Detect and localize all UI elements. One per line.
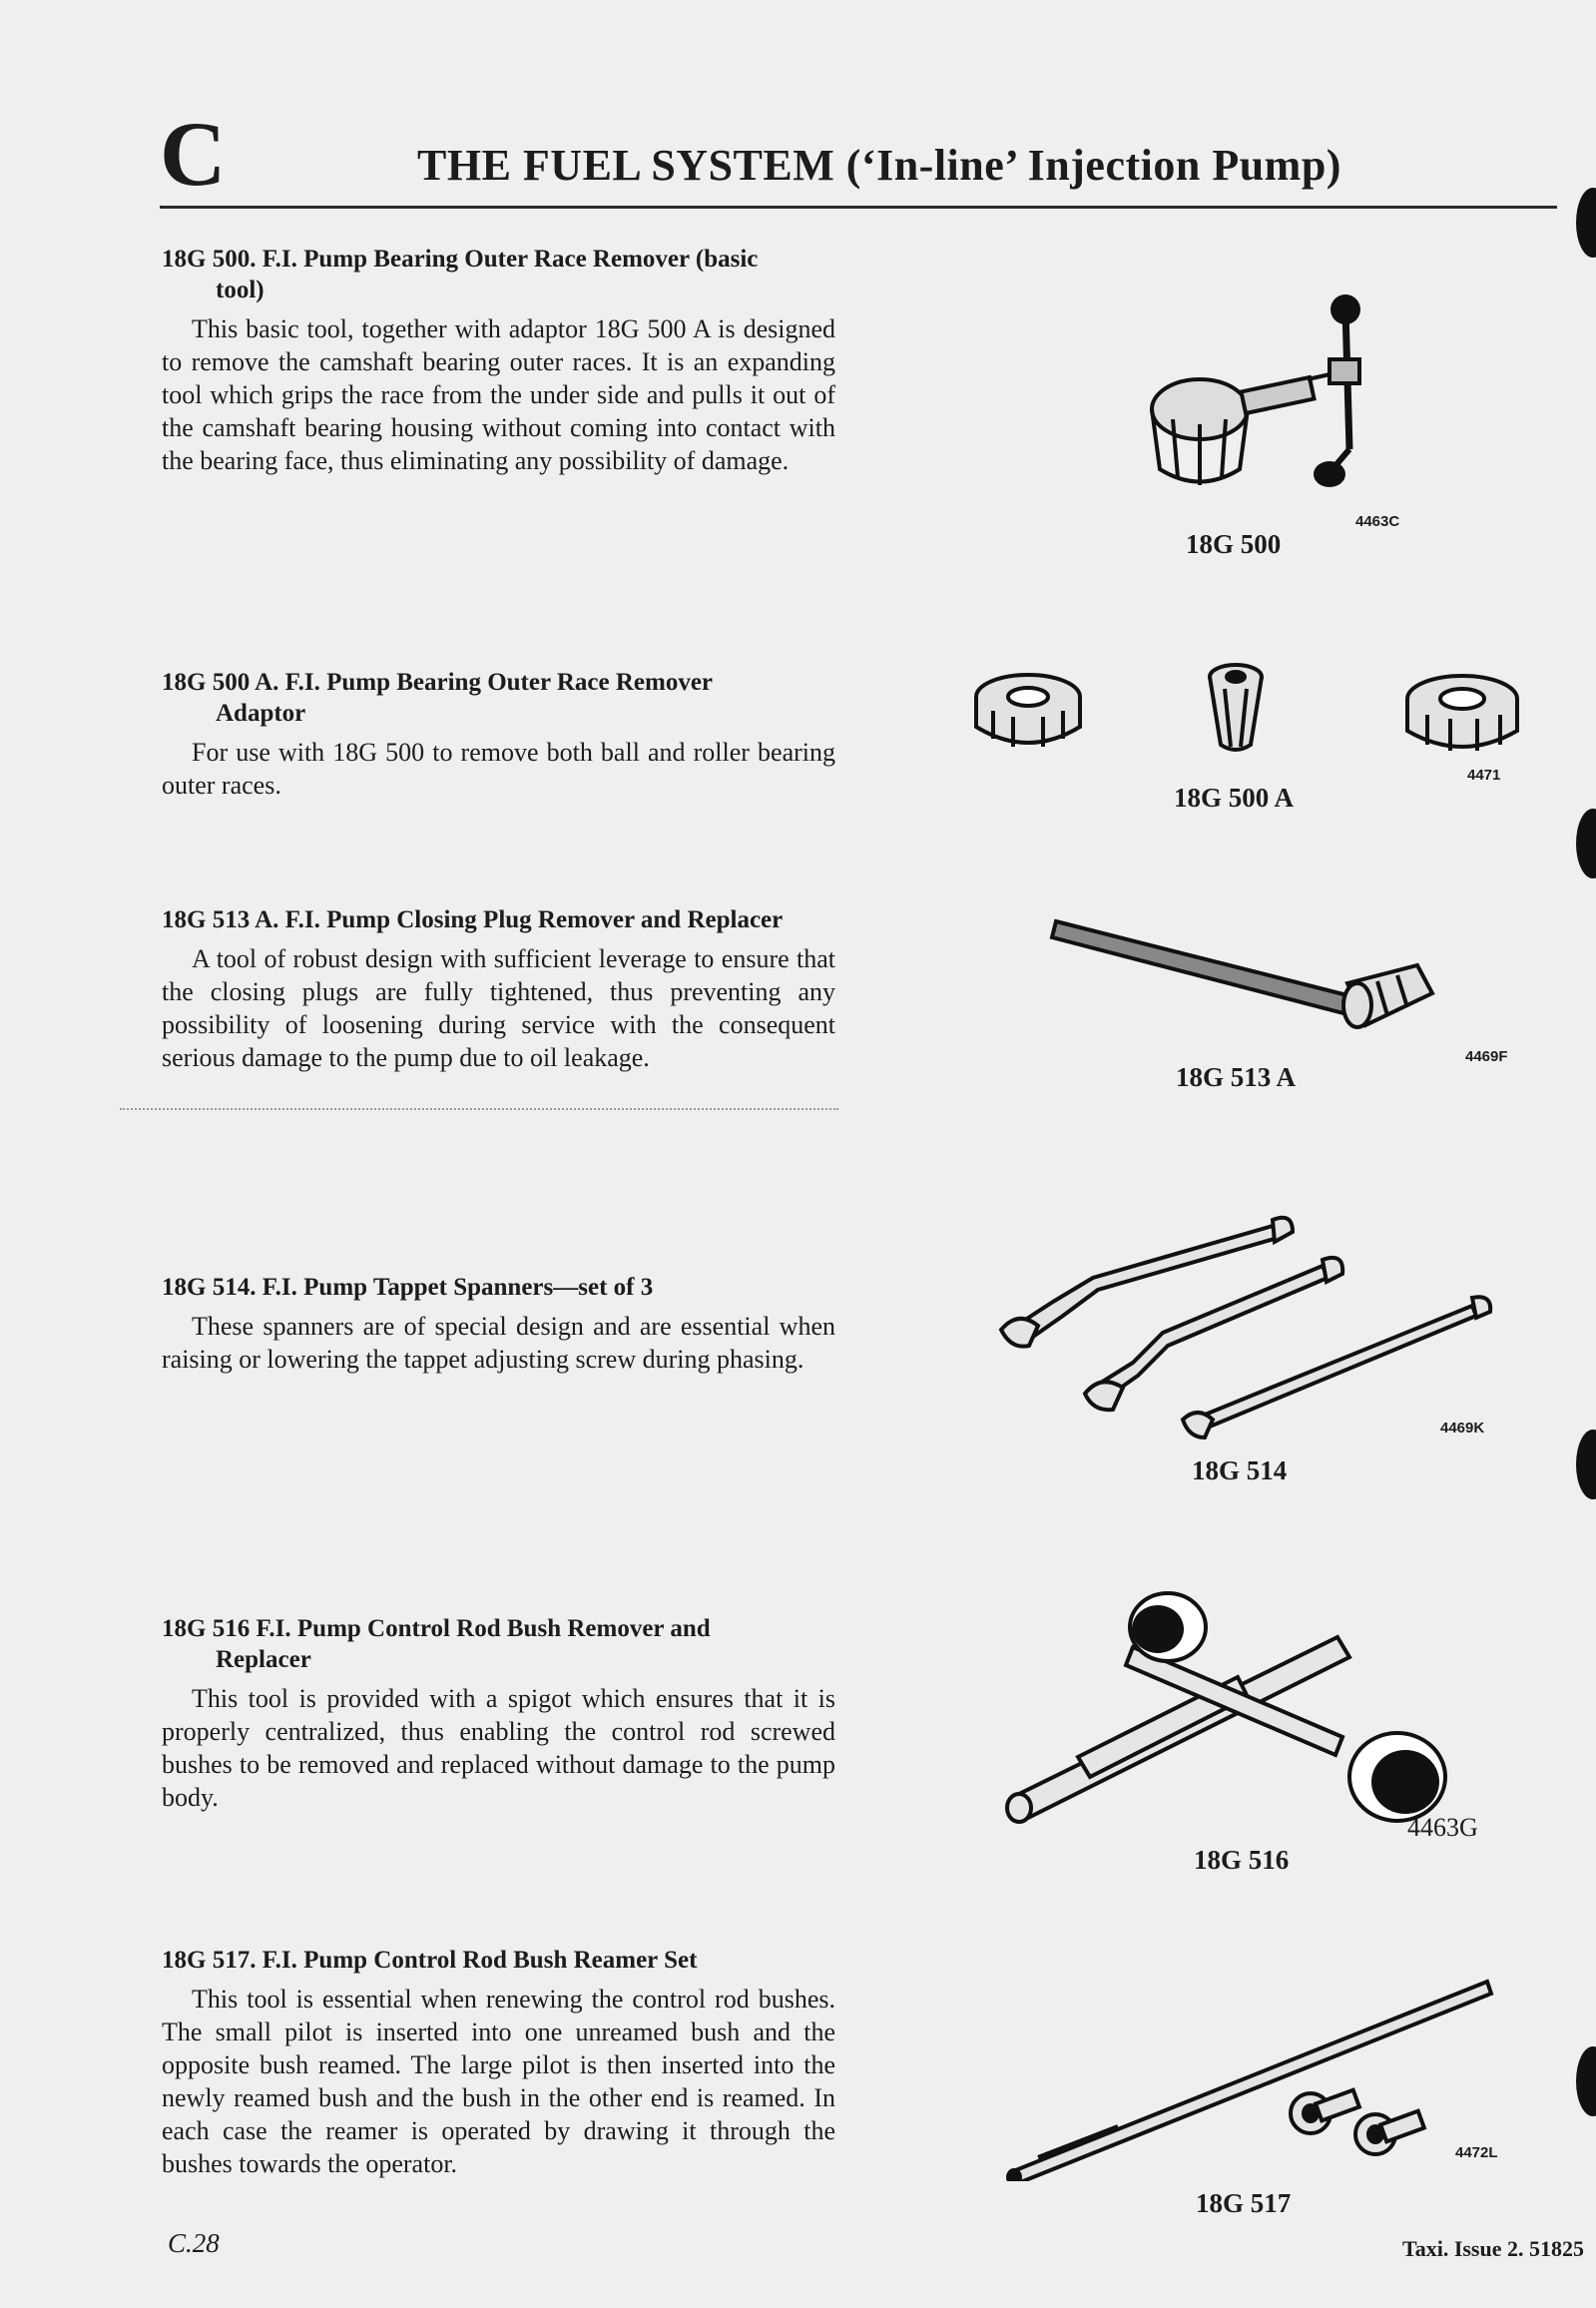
entry-18g-517 [162,1945,835,2180]
figure-label: 18G 500 [1186,529,1282,559]
binder-hole [1576,1430,1596,1499]
bearing-race-remover-icon [1118,280,1417,519]
figure-code: 4469F [1465,1048,1508,1065]
entry-18g-514 [162,1272,835,1376]
page-number: C.28 [168,2228,220,2258]
page-title: THE FUEL SYSTEM (‘In-line’ Injection Pump) [417,141,1341,190]
figure-code: 4469K [1440,1420,1485,1437]
figure-label: 18G 500 A [1174,783,1295,813]
figure-code: 4463G [1407,1813,1478,1842]
entry-18g-500 [162,244,835,477]
figure-code: 4471 [1467,767,1501,784]
faint-rule [120,1108,838,1110]
entry-body: This tool is provided with a spigot which ensures that it is properly centralized, thus enabling the control rod screwed bushes to be removed and replaced without damage to the pump body. [162,1684,835,1812]
reamer-set-icon [998,1972,1497,2181]
entry-body: For use with 18G 500 to remove both ball and roller bearing outer races. [162,738,835,800]
issue-line: Taxi. Issue 2. 51825 [1402,2236,1584,2261]
figure-label: 18G 514 [1192,1455,1288,1485]
entry-body: This tool is essential when renewing the control rod bushes. The small pilot is inserted into one unreamed bush and the opposite bush reamed. The large pilot is then inserted into the newly reamed bush and the bush in the other end is reamed. In each case the reamer is operated by drawing it through the bushes towards the operator. [162,1985,835,2178]
binder-hole [1576,809,1596,878]
remover-adaptor-icon [973,659,1522,769]
entry-title: 18G 513 A. F.I. Pump Closing Plug Remover and Replacer [162,906,784,933]
figure-label: 18G 517 [1196,2188,1292,2218]
entry-body: These spanners are of special design and are essential when raising or lowering the tappet adjusting screw during phasing. [162,1312,835,1374]
figure-code: 4463C [1355,513,1400,530]
figure-label: 18G 513 A [1176,1062,1297,1092]
entry-18g-513a [162,904,835,1074]
entry-title: 18G 514. F.I. Pump Tappet Spanners—set of 3 [162,1274,654,1301]
entry-18g-516 [162,1613,835,1814]
bush-remover-icon [998,1587,1517,1847]
entry-title: 18G 500. F.I. Pump Bearing Outer Race Remover (basic tool) [162,246,759,303]
binder-hole [1576,2046,1596,2116]
entry-title: 18G 516 F.I. Pump Control Rod Bush Remover and Replacer [162,1615,711,1673]
entry-title: 18G 517. F.I. Pump Control Rod Bush Reamer Set [162,1947,698,1974]
binder-hole [1576,188,1596,258]
section-letter: C [160,103,227,205]
entry-title: 18G 500 A. F.I. Pump Bearing Outer Race Remover Adaptor [162,669,714,727]
figure-label: 18G 516 [1194,1845,1290,1875]
entry-body: This basic tool, together with adaptor 18G 500 A is designed to remove the camshaft bearing outer races. It is an expanding tool which grips the race from the under side and pulls it out of the camshaft bearing housing without coming into contact with the bearing face, thus eliminating any possibility of damage. [162,314,835,475]
closing-plug-tool-icon [1048,903,1447,1053]
figure-code: 4472L [1455,2144,1498,2161]
header-rule [160,206,1557,209]
tappet-spanners-icon [993,1198,1502,1447]
entry-18g-500a [162,667,835,802]
entry-body: A tool of robust design with sufficient leverage to ensure that the closing plugs are fully tightened, thus preventing any possibility of loosening during service with the consequent serious damage to the pump due to oil leakage. [162,944,835,1072]
